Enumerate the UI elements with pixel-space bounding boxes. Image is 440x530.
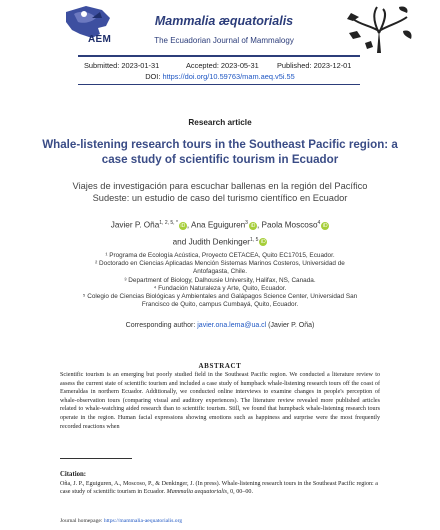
author-affil-sup: 1, 5 [250,236,259,243]
corresponding-name: (Javier P. Oña) [266,322,315,329]
affiliation-item: ⁵ Colegio de Ciencias Biológicas y Ambientales and Galápagos Science Center, Universidad San Francisco de Quito, campus Cumbayá, Quito, Ecuador. [82,293,358,309]
journal-subtitle: The Ecuadorian Journal of Mammalogy [154,36,294,45]
author-list [70,216,370,249]
citation-heading: Citation: [60,471,87,478]
orcid-icon[interactable]: iD [260,239,266,246]
published-date: Published: 2023-12-01 [277,61,352,70]
abstract-heading: ABSTRACT [198,362,242,370]
author-name[interactable]: Javier P. Oña [110,220,160,230]
author-name[interactable]: Ana Eguiguren [191,220,246,230]
accepted-date: Accepted: 2023-05-31 [186,61,259,70]
article-title: Whale-listening research tours in the Southeast Pacific region: a case study of scientific tourism in Ecuador [42,138,398,166]
author-separator: , [256,220,262,230]
author-name[interactable]: Paola Moscoso [261,220,318,230]
citation-text [60,480,380,497]
logo-text: AEM [88,34,112,45]
corresponding-author [0,322,440,329]
meta-divider [78,84,360,85]
doi-line [0,72,440,81]
journal-name[interactable]: Mammalia æquatorialis [154,14,294,28]
corresponding-label: Corresponding author: [125,322,198,329]
citation-main: Oña, J. P., Eguiguren, A., Moscoso, P., & Denkinger, J. (In press). Whale-listening research tours in the Southeast Pacific region: a case study of scientific tourism in Ecuador. [60,481,378,496]
homepage-label: Journal homepage: [60,518,104,524]
citation-journal: Mammalia aequatorialis [166,489,228,496]
article-subtitle: Viajes de investigación para escuchar ballenas en la región del Pacífico Sudeste: un estudio de caso del turismo científico en Ecuador [72,181,368,203]
header-divider [78,55,360,57]
author-separator: , [186,220,191,230]
affiliation-list [80,252,360,309]
author-affil-sup: 1, 2, 5, * [159,220,178,226]
affiliation-item: ² Doctorado en Ciencias Aplicadas Mención Sistemas Marinos Costeros, Universidad de Antofagasta, Chile. [95,260,345,276]
homepage-link[interactable]: https://mammalia-aequatorialis.org [103,518,183,524]
author-separator: and [172,237,189,247]
affiliation-item: ¹ Programa de Ecología Acústica, Proyecto CETACEA, Quito EC17015, Ecuador. [105,252,335,259]
orcid-icon[interactable]: iD [180,222,186,229]
affiliation-item: ⁴ Fundación Naturaleza y Arte, Quito, Ecuador. [153,284,287,292]
doi-label: DOI: [145,72,163,81]
doi-link[interactable]: https://doi.org/10.59763/mam.aeq.v5i.55 [162,72,295,81]
citation-end: , 0, 00–00. [227,489,253,496]
submitted-date: Submitted: 2023-01-31 [84,61,160,70]
journal-homepage [60,518,182,524]
orcid-icon[interactable]: iD [322,222,328,229]
footnote-divider [60,458,132,459]
ecuador-map-logo-icon [56,4,114,54]
abstract-text: Scientific tourism is an emerging but poorly studied field in the Southeast Pacific region. We conducted a literature review to assess the current state of scientific tourism and included a case study of humpback whale-listening research tours off the coast of Esmeraldas in northern Ecuador. Additionally, we conducted online interviews to examine changes in people's perception of whale-observation tours (comparing visual and auditory experiences). The literature review revealed more published articles related to whale-watching aided research than to scientific tourism. Still, we found that humpback whale-listening research tours operate in the region. Human facial expressions showing emotions such as happiness and surprise were the most frequently recorded reactions when [60,372,380,430]
orcid-icon[interactable]: iD [250,222,256,229]
article-type: Research article [188,118,252,127]
corresponding-email-link[interactable]: javier.ona.lema@ua.cl [197,322,267,329]
author-affil-sup: 4 [317,220,321,226]
author-affil-sup: 3 [245,220,248,226]
author-name[interactable]: Judith Denkinger [188,237,251,247]
bird-tree-illustration-icon [343,3,415,55]
affiliation-item: ³ Department of Biology, Dalhousie University, Halifax, NS, Canada. [124,276,316,284]
